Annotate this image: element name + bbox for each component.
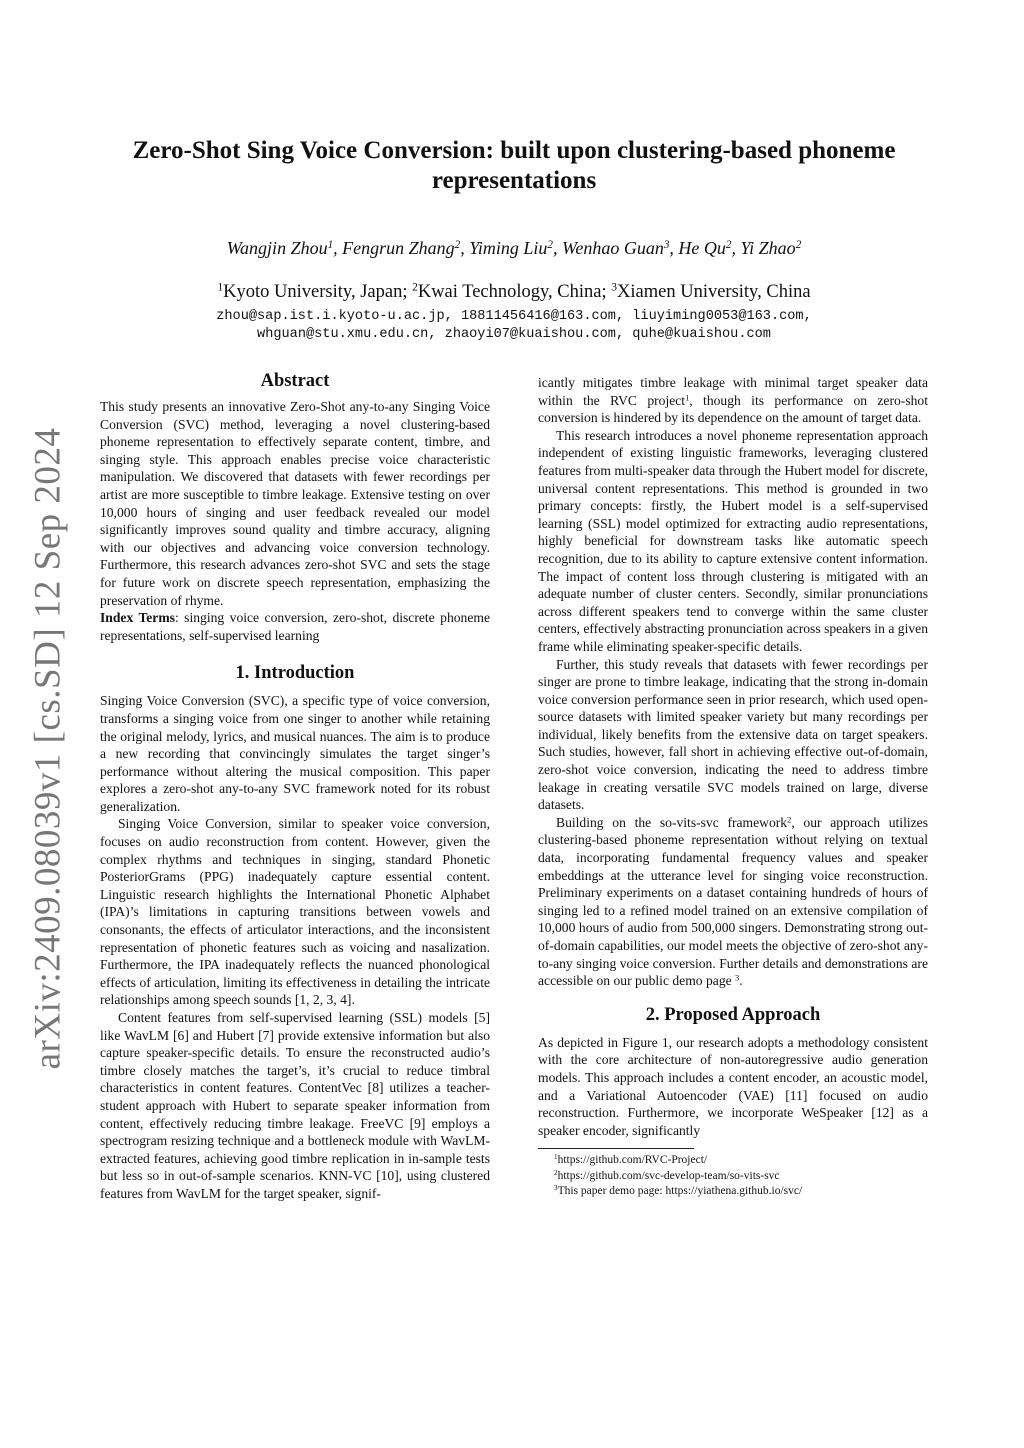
abstract-text: This study presents an innovative Zero-Shot any-to-any Singing Voice Conversion (SVC) method, leveraging a novel clustering-based phoneme representation to effectively separate content, timbre, and singing style. This approach enables precise voice characteristic manipulation. We discovered that datasets with fewer recordings per artist are more susceptible to timbre leakage. Extensive testing on over 10,000 hours of singing and user feedback revealed our model significantly improves sound quality and timbre accuracy, aligning with our objectives and advancing voice conversion technology. Furthermore, this research advances zero-shot SVC and sets the stage for future work on discrete speech representation, emphasizing the preservation of rhyme. bbox=[100, 399, 490, 608]
author-affiliation-mark: 2 bbox=[795, 238, 802, 251]
intro-paragraph bbox=[538, 814, 928, 990]
approach-paragraph: As depicted in Figure 1, our research adopts a methodology consistent with the core architecture of non-autoregressive audio generation models. This approach includes a content encoder, an acoustic model, and a Variational Autoencoder (VAE) [11] focused on audio reconstruction. Furthermore, we incorporate WeSpeaker [12] as a speaker encoder, significantly bbox=[538, 1034, 928, 1138]
footnote-divider bbox=[538, 1148, 694, 1149]
author-affiliation-mark: 2 bbox=[454, 238, 461, 251]
intro-paragraph: Singing Voice Conversion, similar to speaker voice conversion, focuses on audio reconstruction from content. However, given the complex rhythms and techniques in singing, standard Phonetic PosteriorGrams (PPG) inadequately capture essential content. Linguistic research highlights the International Phonetic Alphabet (IPA)’s limitations in capturing transitions between vowels and consonants, the effects of articulator interactions, and the inconsistent representation of phonetic features such as voicing and nasalization. Furthermore, the IPA inadequately reflects the nuanced phonological effects of articulation, limiting its effectiveness in detailing the intricate relationships among speech sounds [1, 2, 3, 4]. bbox=[100, 816, 490, 1008]
email-list bbox=[100, 308, 928, 344]
author-affiliation-mark: 2 bbox=[547, 238, 553, 251]
email-line: zhou@sap.ist.i.kyoto-u.ac.jp, 18811456416@163.com, liuyiming0053@163.com, bbox=[216, 309, 812, 324]
footnotes bbox=[538, 1153, 928, 1200]
footnote-number: 1 bbox=[554, 1153, 558, 1162]
affiliation-list: $^1$Kyoto University, Japan; $^2$Kwai Technology, China; $^3$Xiamen University, China bbox=[217, 281, 811, 302]
approach-heading: 2. Proposed Approach bbox=[645, 1004, 821, 1025]
intro-paragraph: Singing Voice Conversion (SVC), a specific type of voice conversion, transforms a singing voice from one singer to another while retaining the original melody, lyrics, and musical nuances. The aim is to produce a new recording that convincingly simulates the target singer’s performance without altering the musical composition. This paper explores a zero-shot any-to-any SVC framework noted for its robust generalization. bbox=[100, 693, 490, 814]
intro-paragraph: Content features from self-supervised learning (SSL) models [5] like WavLM [6] and Hubert [7] provide extensive information but also capture speaker-specific details. To ensure the reconstructed audio’s timbre closely matches the target’s, it’s crucial to reduce timbral characteristics in content features. ContentVec [8] utilizes a teacher-student approach with Hubert to separate speaker information from content, effectively reducing timbre leakage. FreeVC [9] employs a spectrogram resizing technique and a bottleneck module with WavLM-extracted features, achieving good timbre replication in in-sample tests but less so in out-of-sample scenarios. KNN-VC [10], using clustered features from WavLM for the target speaker, signif- bbox=[100, 1010, 490, 1201]
intro-heading: 1. Introduction bbox=[235, 663, 355, 684]
affiliation-number: 3 bbox=[611, 281, 618, 294]
paragraph-text: , our approach utilizes clustering-based phoneme representation without relying on textual data, incorporating fundamental frequency values and speaker embeddings at the utterance level for singing voice reconstruction. Preliminary experiments on a dataset containing hundreds of hours of singing led to a refined model trained on an extensive compilation of 10,000 hours of audio from 500,000 singers. Demonstrating strong out-of-domain capabilities, our model meets the objective of zero-shot any-to-any singing voice conversion. Further details and demonstrations are accessible on our public demo page bbox=[538, 814, 928, 989]
affiliation: Kyoto University, Japan bbox=[223, 282, 403, 302]
email-line: whguan@stu.xmu.edu.cn, zhaoyi07@kuaishou.com, quhe@kuaishou.com bbox=[257, 327, 771, 342]
footnote bbox=[538, 1153, 928, 1169]
affiliation: Kwai Technology, China bbox=[417, 282, 602, 302]
author-affiliation-mark: 3 bbox=[663, 238, 670, 251]
author-affiliation-mark: 1 bbox=[327, 238, 334, 251]
intro-paragraph: Further, this study reveals that datasets with fewer recordings per singer are prone to timbre leakage, indicating that the strong in-domain voice conversion performance seen in prior research, which used open-source datasets with limited speaker variety but many recordings per individual, likely benefits from the extensive data on target speakers. Such studies, however, fall short in achieving effective out-of-domain, zero-shot voice conversion, indicating the need to address timbre leakage in creating versatile SVC models trained on large, diverse datasets. bbox=[538, 656, 928, 813]
paper-title: Zero-Shot Sing Voice Conversion: built upon clustering-based phoneme representations bbox=[132, 137, 896, 194]
paragraph-text: , though its performance on zero-shot conversion is hindered by its dependence on the amount of target data. bbox=[538, 392, 928, 426]
author: Wenhao Guan bbox=[562, 238, 664, 258]
footnote-mark: 2 bbox=[787, 814, 792, 825]
affiliation-number: 1 bbox=[217, 281, 224, 294]
footnote-mark: 3 bbox=[735, 972, 740, 983]
affiliation-number: 2 bbox=[412, 281, 418, 294]
intro-paragraph: This research introduces a novel phoneme representation approach independent of existing linguistic frameworks, leveraging clustered features from multi-speaker data through the Hubert model for discrete, universal content representations. This method is grounded in two primary concepts: firstly, the Hubert model is a self-supervised learning (SSL) model optimized for extracting audio representations, highly beneficial for downstream tasks like automatic speech recognition, due to its ability to capture extensive content information. The impact of content loss through clustering is mitigated with an adequate number of cluster centers. Secondly, similar pronunciations across different speakers tend to converge within the same cluster centers, effectively abstracting pronunciation across speakers in a given frame while eliminating speaker-specific details. bbox=[538, 427, 928, 654]
abstract-heading: Abstract bbox=[260, 371, 330, 391]
affiliation: Xiamen University, China bbox=[617, 282, 811, 302]
author: Yiming Liu bbox=[469, 238, 548, 258]
index-terms-label: Index Terms bbox=[100, 610, 175, 626]
footnote-number: 2 bbox=[554, 1168, 558, 1177]
author: Yi Zhao bbox=[740, 238, 796, 258]
arxiv-stamp-text: arXiv:2409.08039v1 [cs.SD] 12 Sep 2024 bbox=[27, 427, 69, 1069]
footnote bbox=[538, 1184, 928, 1200]
author-affiliation-mark: 2 bbox=[725, 238, 732, 251]
footnote-number: 3 bbox=[554, 1184, 558, 1193]
author-list: Wangjin Zhou$^1$, Fengrun Zhang$^2$, Yiming Liu$^2$, Wenhao Guan$^3$, He Qu$^2$, Yi Zhao$^2$ bbox=[226, 238, 802, 258]
left-column bbox=[100, 370, 490, 1203]
footnote-link[interactable]: https://github.com/RVC-Project/ bbox=[557, 1154, 708, 1167]
footnote bbox=[538, 1169, 928, 1185]
author: Wangjin Zhou bbox=[226, 238, 328, 258]
author: Fengrun Zhang bbox=[342, 238, 455, 258]
arxiv-stamp bbox=[8, 427, 88, 1069]
author: He Qu bbox=[678, 238, 726, 258]
paragraph-text: icantly mitigates timbre leakage with minimal target speaker data within the RVC project bbox=[538, 375, 928, 408]
footnote-link[interactable]: https://github.com/svc-develop-team/so-vits-svc bbox=[557, 1169, 780, 1182]
intro-continued-paragraph bbox=[538, 374, 928, 427]
footnote-mark: 1 bbox=[685, 391, 690, 402]
index-terms bbox=[100, 609, 490, 644]
footnote-link[interactable]: This paper demo page: https://yiathena.github.io/svc/ bbox=[557, 1185, 803, 1198]
index-terms-text: : singing voice conversion, zero-shot, discrete phoneme representations, self-supervised learning bbox=[100, 610, 490, 643]
paragraph-text: Building on the so-vits-svc framework bbox=[556, 814, 788, 830]
right-column bbox=[538, 374, 928, 1200]
paragraph-text: . bbox=[739, 973, 743, 989]
